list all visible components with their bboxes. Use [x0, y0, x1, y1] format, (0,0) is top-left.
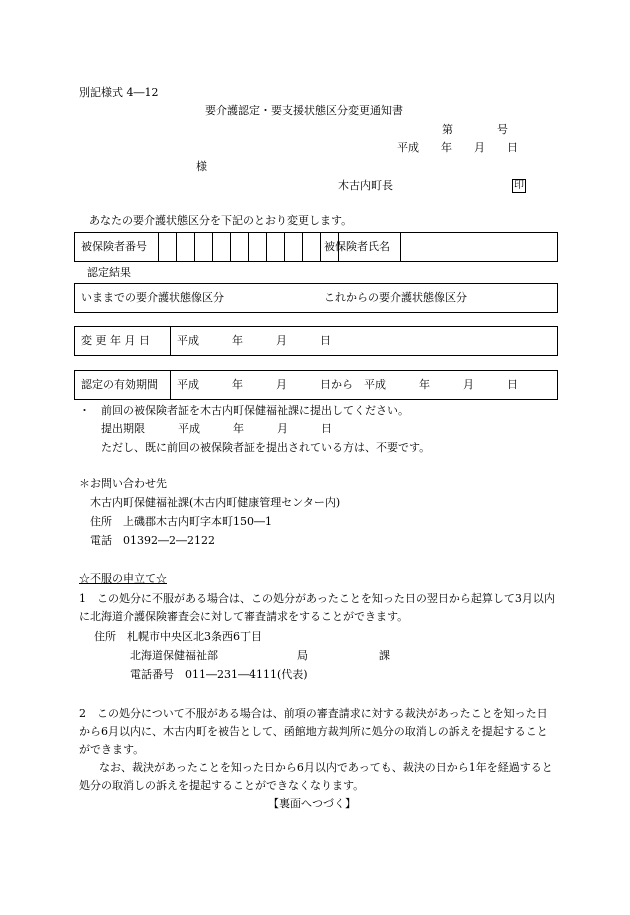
- insured-row: [74, 232, 558, 262]
- intro-text: あなたの要介護状態区分を下記のとおり変更します。: [89, 214, 353, 227]
- appeal-item-2-note: なお、裁決があったことを知った日から6月以内であっても、裁決の日から1年を経過すると処分の取消しの訴えを提起することができなくなります。: [79, 761, 553, 792]
- issue-date: 平成 年 月 日: [397, 141, 518, 154]
- change-date-label: 変 更 年 月 日: [81, 334, 150, 347]
- result-section-label: 認定結果: [87, 266, 131, 279]
- appeal-department-section: 課: [379, 649, 390, 662]
- appeal-heading: ☆不服の申立て☆: [79, 572, 167, 585]
- previous-status-label: いままでの要介護状態像区分: [81, 291, 224, 304]
- addressee-suffix: 様: [196, 160, 207, 173]
- notice-line-3: ただし、既に前回の被保険者証を提出されている方は、不要です。: [101, 441, 431, 454]
- document-number: 第 号: [442, 123, 508, 136]
- appeal-item-2: 2 この処分について不服がある場合は、前項の審査請求に対する裁決があったことを知った日から6月以内に、木古内町を被告として、函館地方裁判所に処分の取消しの訴えを提起することができます。: [79, 707, 548, 756]
- notice-line-1: 前回の被保険者証を木古内町保健福祉課に提出してください。: [101, 404, 409, 417]
- document-title: 要介護認定・要支援状態区分変更通知書: [205, 104, 403, 117]
- appeal-phone: 電話番号 011―231―4111(代表): [130, 668, 308, 681]
- appeal-department-bureau: 局: [297, 649, 308, 662]
- insured-name-label: 被保険者氏名: [324, 240, 390, 253]
- new-status-label: これからの要介護状態像区分: [324, 291, 467, 304]
- seal-mark: 印: [514, 180, 524, 191]
- contact-address: 住所 上磯郡木古内町字本町150―1: [90, 515, 272, 528]
- appeal-address: 住所 札幌市中央区北3条西6丁目: [94, 630, 262, 643]
- contact-heading: ＊お問い合わせ先: [79, 477, 167, 490]
- insured-number-label: 被保険者番号: [81, 240, 147, 253]
- issuer-name: 木古内町長: [338, 179, 393, 192]
- change-date-row: [74, 326, 558, 356]
- change-date-value: 平成 年 月 日: [177, 334, 331, 347]
- validity-label: 認定の有効期間: [81, 378, 158, 391]
- validity-row: [74, 370, 558, 400]
- notice-deadline: 提出期限 平成 年 月 日: [101, 422, 332, 435]
- contact-office: 木古内町保健福祉課(木古内町健康管理センター内): [90, 496, 341, 509]
- appeal-item-1: 1 この処分に不服がある場合は、この処分があったことを知った日の翌日から起算して3月以内に北海道介護保険審査会に対して審査請求をすることができます。: [79, 592, 555, 623]
- form-number: 別記様式 4―12: [79, 86, 159, 99]
- contact-phone: 電話 01392―2―2122: [90, 534, 215, 547]
- notice-bullet: ・: [79, 404, 90, 417]
- result-row: [74, 283, 558, 313]
- validity-value: 平成 年 月 日から 平成 年 月 日: [177, 378, 518, 391]
- continued-on-back: 【裏面へつづく】: [268, 797, 356, 810]
- appeal-department: 北海道保健福祉部: [130, 649, 218, 662]
